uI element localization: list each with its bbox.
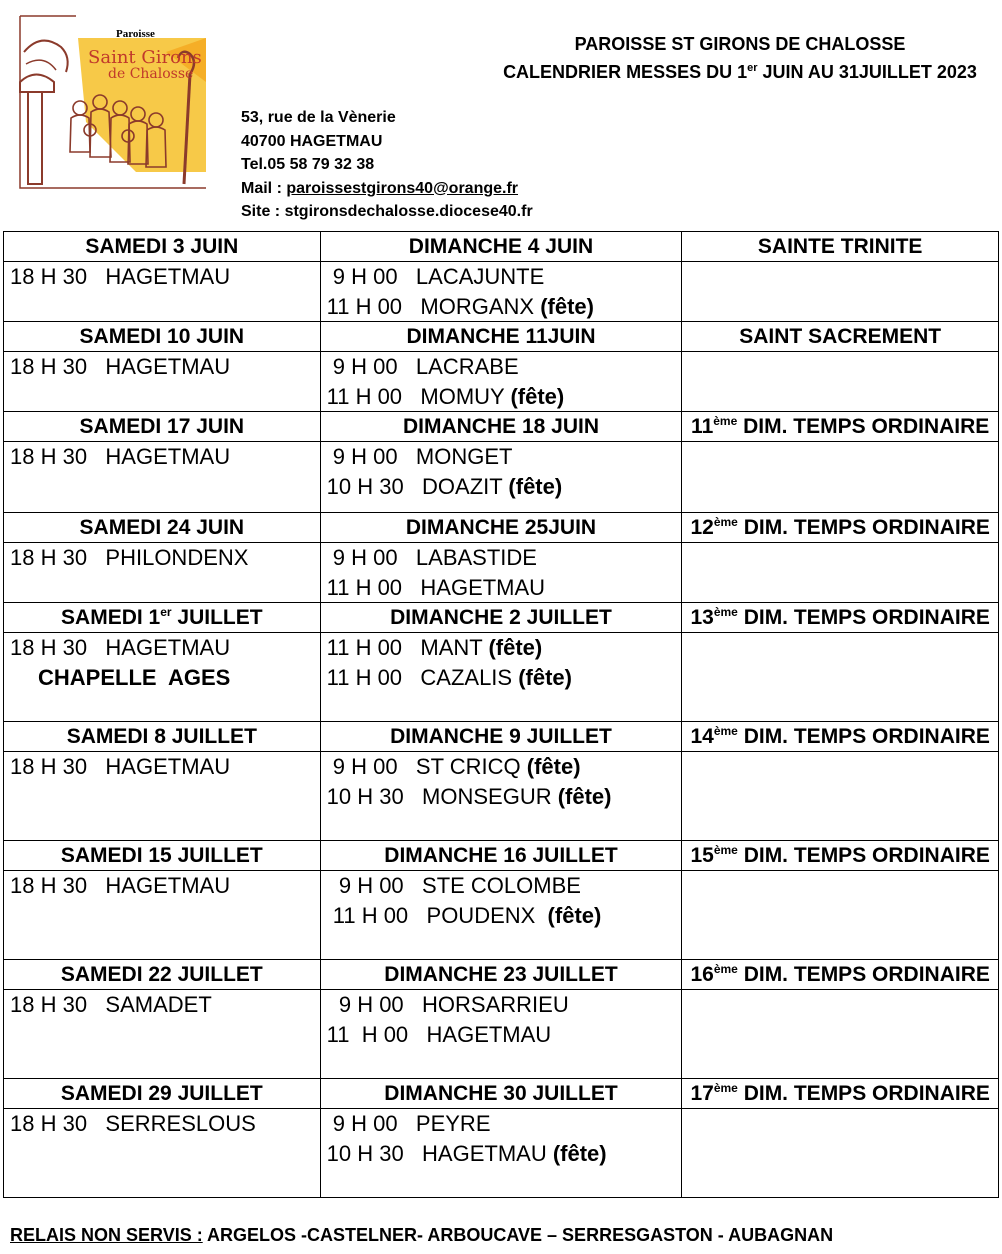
mass-place: STE COLOMBE [422,873,581,898]
saturday-date-text: SAMEDI 1 [61,606,161,629]
address-site: Site : stgironsdechalosse.diocese40.fr [241,203,533,220]
parish-logo [16,12,208,192]
week-masses-row [4,543,999,603]
liturgy-text: DIM. TEMPS ORDINAIRE [737,1082,990,1105]
liturgy-sup: ème [713,843,738,857]
saturday-masses [4,352,321,412]
sunday-date-text: DIMANCHE 16 JUILLET [384,844,618,867]
liturgical-day [682,412,999,442]
sunday-date-text: DIMANCHE 2 JUILLET [390,606,612,629]
sunday-date [320,513,682,543]
mass-place: MONSEGUR [422,783,552,809]
mass-time: 18 H 30 [10,754,88,779]
sunday-date-text: DIMANCHE 25JUIN [405,516,597,539]
liturgy-text: SAINT SACREMENT [739,325,942,348]
mass-entry [327,262,682,292]
week-header-row [4,603,999,633]
liturgical-day [682,841,999,871]
week-header-row [4,841,999,871]
saturday-date-text: SAMEDI 8 JUILLET [66,725,257,748]
saturday-date-text: SAMEDI 29 JUILLET [60,1082,263,1105]
saturday-masses [4,262,321,322]
sunday-masses [320,990,682,1079]
mass-time: 18 H 30 [10,354,88,379]
liturgy-notes-cell [682,442,999,513]
saturday-masses [4,633,321,722]
mass-entry [10,633,320,663]
mail-label: Mail : [241,179,287,197]
sunday-date-text: DIMANCHE 11JUIN [406,325,596,348]
liturgical-day [682,513,999,543]
mass-entry [10,752,320,782]
sunday-date-text: DIMANCHE 30 JUILLET [384,1082,618,1105]
liturgy-text: DIM. TEMPS ORDINAIRE [737,844,990,867]
mass-time: 10 H 30 [326,473,404,499]
saturday-masses [4,1109,321,1198]
mass-time: 9 H 00 [326,873,404,898]
liturgical-day [682,1079,999,1109]
week-masses-row [4,262,999,322]
sunday-date [320,722,682,752]
week-header-row [4,960,999,990]
liturgy-number: 14 [690,725,714,748]
document-title [480,32,1000,84]
saturday-date [4,960,321,990]
fete-label: (fête) [518,664,572,690]
saturday-date-text: SAMEDI 15 JUILLET [60,844,263,867]
mass-time: 11 H 00 [326,664,403,690]
saturday-date-after: JUILLET [171,606,263,629]
mass-place: CAZALIS [420,664,513,690]
mass-entry [10,871,320,901]
mass-place: ST CRICQ [415,754,521,779]
mass-place: MANT [420,635,483,660]
liturgical-day [682,960,999,990]
sunday-date [320,603,682,633]
sunday-masses [320,1109,682,1198]
mass-entry [327,1139,682,1169]
sunday-date [320,412,682,442]
mass-entry [327,871,682,901]
mass-entry [327,782,682,812]
week-header-row [4,513,999,543]
mass-time: 11 H 00 [326,383,403,409]
week-header-row [4,722,999,752]
liturgy-sup: ème [713,515,738,529]
mass-entry [327,472,682,502]
sunday-date-text: DIMANCHE 9 JUILLET [390,725,612,748]
liturgy-notes-cell [682,752,999,841]
mass-place: HAGETMAU [105,635,231,660]
mass-place: MORGANX [420,293,535,319]
saturday-masses [4,752,321,841]
liturgy-sup: ème [713,1081,738,1095]
mass-extra-location: CHAPELLE AGES [38,664,231,690]
sunday-masses [320,871,682,960]
mass-place: POUDENX [426,902,536,928]
fete-label: (fête) [488,635,543,660]
mass-entry [327,663,682,693]
week-header-row [4,232,999,262]
mass-entry [327,573,682,603]
title-line-2b: JUIN AU 31JUILLET 2023 [757,62,977,82]
liturgy-text: SAINTE TRINITE [757,235,923,258]
sunday-date [320,232,682,262]
liturgy-notes-cell [682,633,999,722]
mass-place: HAGETMAU [105,754,231,779]
saturday-date [4,1079,321,1109]
sunday-date-text: DIMANCHE 18 JUIN [402,415,599,438]
logo-paroisse-text: Paroisse [116,28,155,40]
saturday-date [4,412,321,442]
sunday-date [320,1079,682,1109]
mass-schedule-table [3,231,999,1198]
mass-entry [10,990,320,1020]
title-line-2 [480,56,1000,84]
address-street: 53, rue de la Vènerie [241,109,396,126]
sunday-masses [320,633,682,722]
mass-entry [327,752,682,782]
mass-place: HAGETMAU [105,354,231,379]
fete-label: (fête) [510,383,565,409]
fete-label: (fête) [526,754,581,779]
mass-place: MONGET [415,444,513,469]
liturgy-notes-cell [682,543,999,603]
fete-label: (fête) [552,1140,607,1166]
liturgical-day [682,603,999,633]
liturgy-number: 12 [690,516,714,539]
saturday-date [4,841,321,871]
mass-place: HAGETMAU [426,1021,552,1047]
mass-place: SAMADET [105,992,212,1017]
mass-entry [327,382,682,412]
title-line-1: PAROISSE ST GIRONS DE CHALOSSE [574,34,906,54]
mass-time: 10 H 30 [326,1140,404,1166]
week-masses-row [4,352,999,412]
sunday-date [320,322,682,352]
liturgy-number: 11 [691,415,714,438]
fete-label: (fête) [540,293,594,319]
liturgy-notes-cell [682,262,999,322]
week-masses-row [4,1109,999,1198]
saturday-date-text: SAMEDI 3 JUIN [85,235,239,258]
saturday-date [4,322,321,352]
mass-time: 11 H 00 [326,293,403,319]
mass-time: 18 H 30 [10,635,88,660]
saturday-date-sup: er [160,605,172,619]
mass-time: 18 H 30 [10,1111,88,1136]
address-city: 40700 HAGETMAU [241,132,383,150]
saturday-masses [4,442,321,513]
mass-entry [10,1109,320,1139]
saturday-masses [4,543,321,603]
mass-entry [327,633,682,663]
mass-time: 9 H 00 [326,264,398,289]
mass-time: 18 H 30 [10,264,88,289]
liturgical-day [682,722,999,752]
liturgy-sup: ème [713,605,738,619]
week-masses-row [4,752,999,841]
fete-label: (fête) [541,902,602,928]
saturday-date [4,513,321,543]
mail-link[interactable]: paroissestgirons40@orange.fr [286,179,519,197]
liturgy-sup: ème [713,962,738,976]
liturgy-text: DIM. TEMPS ORDINAIRE [737,415,990,438]
address-phone: Tel.05 58 79 32 38 [241,156,375,173]
sunday-date [320,841,682,871]
mass-time: 11 H 00 [326,574,403,600]
mass-time: 10 H 30 [326,783,404,809]
relais-text: ARGELOS -CASTELNER- ARBOUCAVE – SERRESGASTON - AUBAGNAN [202,1225,834,1245]
mass-place: HAGETMAU [105,873,231,898]
mass-time: 18 H 30 [10,992,88,1017]
week-header-row [4,322,999,352]
week-masses-row [4,442,999,513]
sunday-date-text: DIMANCHE 4 JUIN [408,235,594,258]
mass-entry [10,352,320,382]
sunday-masses [320,262,682,322]
address-mail-line [241,177,533,201]
title-line-2-sup: er [747,62,758,74]
week-masses-row [4,633,999,722]
liturgy-text: DIM. TEMPS ORDINAIRE [737,516,990,539]
mass-place: HORSARRIEU [422,992,569,1017]
logo-sub-text: de Chalosse [108,66,194,82]
mass-entry [327,901,682,931]
mass-place: PEYRE [415,1111,491,1136]
saturday-date-text: SAMEDI 22 JUILLET [60,963,263,986]
mass-time: 9 H 00 [326,545,398,570]
mass-entry [10,262,320,292]
liturgy-number: 16 [690,963,714,986]
saturday-masses [4,990,321,1079]
mass-time: 9 H 00 [326,354,398,379]
mass-time: 11 H 00 [326,902,409,928]
liturgy-notes-cell [682,1109,999,1198]
mass-entry [327,352,682,382]
liturgy-text: DIM. TEMPS ORDINAIRE [737,606,990,629]
mass-time: 11 H 00 [326,635,403,660]
mass-time: 11 H 00 [326,1021,409,1047]
saturday-date-text: SAMEDI 17 JUIN [79,415,245,438]
mass-place: SERRESLOUS [105,1111,256,1136]
mass-place: MOMUY [420,383,505,409]
mass-place: HAGETMAU [105,264,231,289]
title-line-2a: CALENDRIER MESSES DU 1 [503,62,748,82]
liturgy-notes-cell [682,990,999,1079]
mass-place: LABASTIDE [415,545,537,570]
sunday-masses [320,543,682,603]
week-masses-row [4,990,999,1079]
week-header-row [4,1079,999,1109]
week-masses-row [4,871,999,960]
saturday-masses [4,871,321,960]
fete-label: (fête) [557,783,612,809]
liturgy-number: 13 [690,606,714,629]
liturgy-number: 15 [690,844,714,867]
liturgy-sup: ème [713,724,738,738]
sunday-masses [320,352,682,412]
liturgy-text: DIM. TEMPS ORDINAIRE [737,725,990,748]
mass-time: 18 H 30 [10,545,88,570]
saturday-date-text: SAMEDI 24 JUIN [79,516,245,539]
mass-place: HAGETMAU [105,444,231,469]
sunday-date-text: DIMANCHE 23 JUILLET [384,963,618,986]
mass-time: 9 H 00 [326,754,398,779]
mass-entry [327,442,682,472]
mass-entry [327,1020,682,1050]
mass-time: 9 H 00 [326,1111,398,1136]
relais-label: RELAIS NON SERVIS : [10,1225,203,1245]
mass-time: 18 H 30 [10,444,88,469]
mass-entry [327,990,682,1020]
saturday-date [4,722,321,752]
liturgical-day [682,232,999,262]
mass-entry [10,442,320,472]
week-header-row [4,412,999,442]
saturday-date-text: SAMEDI 10 JUIN [79,325,245,348]
mass-entry [327,1109,682,1139]
footer-relais [10,1225,833,1246]
liturgy-text: DIM. TEMPS ORDINAIRE [737,963,990,986]
mass-place: LACRABE [415,354,519,379]
saturday-date [4,603,321,633]
parish-address [241,106,533,224]
liturgy-number: 17 [690,1082,714,1105]
fete-label: (fête) [508,473,563,499]
mass-place: HAGETMAU [420,574,546,600]
mass-entry [327,543,682,573]
mass-place: DOAZIT [422,473,503,499]
liturgy-notes-cell [682,871,999,960]
logo-name-text: Saint Girons [88,47,202,68]
parish-logo-illustration [16,12,208,192]
sunday-masses [320,442,682,513]
mass-time: 18 H 30 [10,873,88,898]
mass-place: LACAJUNTE [415,264,545,289]
mass-entry [327,292,682,322]
sunday-date [320,960,682,990]
mass-place: PHILONDENX [105,545,249,570]
sunday-masses [320,752,682,841]
saturday-date [4,232,321,262]
mass-entry [10,543,320,573]
mass-time: 9 H 00 [326,444,398,469]
mass-time: 9 H 00 [326,992,404,1017]
liturgy-sup: ème [713,414,738,428]
liturgical-day [682,322,999,352]
liturgy-notes-cell [682,352,999,412]
mass-place: HAGETMAU [422,1140,547,1166]
